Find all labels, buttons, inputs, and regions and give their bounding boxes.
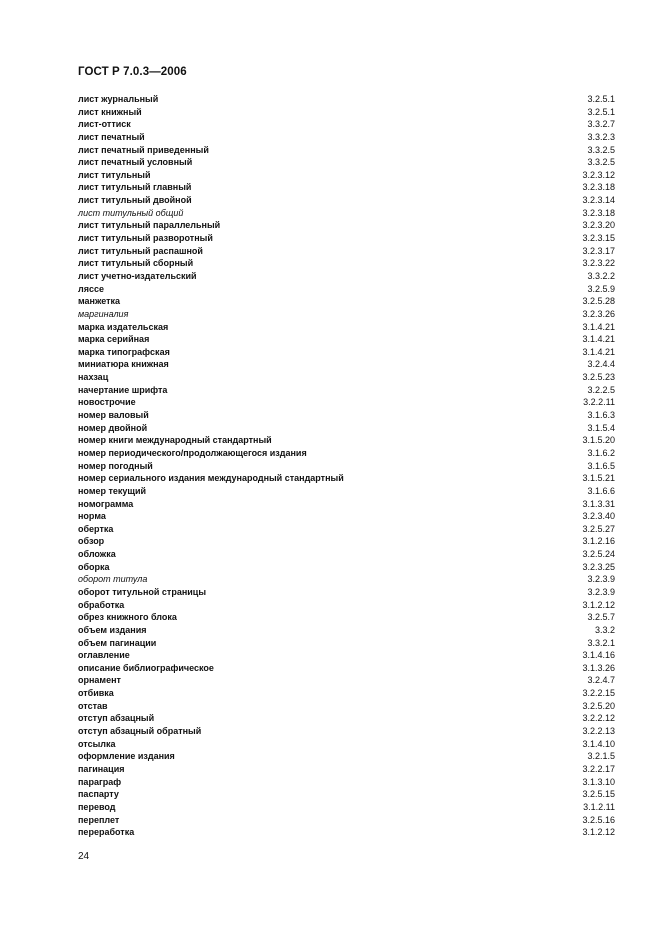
index-reference: 3.1.6.6 bbox=[587, 485, 615, 496]
index-entry bbox=[78, 649, 615, 662]
index-reference: 3.2.4.4 bbox=[587, 359, 615, 370]
index-entry bbox=[78, 434, 615, 447]
index-entry bbox=[78, 245, 615, 258]
index-reference: 3.1.5.21 bbox=[582, 473, 615, 484]
index-reference: 3.2.5.23 bbox=[582, 372, 615, 383]
index-entry bbox=[78, 662, 615, 675]
document-header: ГОСТ Р 7.0.3—2006 bbox=[78, 66, 187, 78]
page-number: 24 bbox=[78, 851, 90, 862]
index-entry bbox=[78, 131, 615, 144]
index-reference: 3.2.5.9 bbox=[587, 283, 615, 294]
index-entry bbox=[78, 611, 615, 624]
index-term: марка серийная bbox=[78, 334, 150, 345]
index-entry bbox=[78, 308, 615, 321]
index-term: начертание шрифта bbox=[78, 384, 168, 395]
index-term: номер погодный bbox=[78, 460, 153, 471]
index-entry bbox=[78, 548, 615, 561]
index-term: номер текущий bbox=[78, 485, 147, 496]
index-reference: 3.2.3.17 bbox=[582, 245, 615, 256]
index-term: номер сериального издания международный стандартный bbox=[78, 473, 344, 484]
index-reference: 3.2.5.27 bbox=[582, 523, 615, 534]
index-entry bbox=[78, 814, 615, 827]
index-reference: 3.2.3.40 bbox=[582, 511, 615, 522]
index-entry bbox=[78, 498, 615, 511]
index-entry bbox=[78, 106, 615, 119]
index-term: объем издания bbox=[78, 624, 147, 635]
index-entry bbox=[78, 788, 615, 801]
index-entry bbox=[78, 750, 615, 763]
index-term: лист титульный главный bbox=[78, 182, 192, 193]
index-term: паспарту bbox=[78, 789, 119, 800]
index-term: маргиналия bbox=[78, 308, 129, 319]
index-entry bbox=[78, 169, 615, 182]
index-entry bbox=[78, 118, 615, 131]
index-entry bbox=[78, 194, 615, 207]
index-term: лист печатный bbox=[78, 131, 145, 142]
index-term: манжетка bbox=[78, 296, 121, 307]
index-term: обрез книжного блока bbox=[78, 612, 177, 623]
index-reference: 3.1.3.31 bbox=[582, 498, 615, 509]
index-reference: 3.1.2.12 bbox=[582, 599, 615, 610]
index-term: объем пагинации bbox=[78, 637, 157, 648]
index-entry bbox=[78, 270, 615, 283]
index-reference: 3.3.2 bbox=[594, 624, 615, 635]
index-reference: 3.1.6.2 bbox=[587, 447, 615, 458]
index-term: переплет bbox=[78, 814, 120, 825]
index-reference: 3.1.5.20 bbox=[582, 435, 615, 446]
index-reference: 3.3.2.3 bbox=[587, 131, 615, 142]
index-term: норма bbox=[78, 511, 106, 522]
index-term: отсылка bbox=[78, 738, 116, 749]
index-term: орнамент bbox=[78, 675, 121, 686]
index-reference: 3.1.3.26 bbox=[582, 662, 615, 673]
index-term: лист титульный общий bbox=[78, 207, 184, 218]
index-entry bbox=[78, 826, 615, 839]
index-term: номер двойной bbox=[78, 422, 148, 433]
index-entry bbox=[78, 207, 615, 220]
index-reference: 3.3.2.1 bbox=[587, 637, 615, 648]
index-reference: 3.2.3.18 bbox=[582, 207, 615, 218]
index-term: лист титульный bbox=[78, 169, 151, 180]
index-reference: 3.2.5.20 bbox=[582, 700, 615, 711]
index-reference: 3.1.2.11 bbox=[583, 801, 615, 812]
index-reference: 3.2.3.9 bbox=[587, 586, 615, 597]
index-term: отбивка bbox=[78, 688, 114, 699]
index-entry bbox=[78, 586, 615, 599]
index-reference: 3.2.5.1 bbox=[587, 94, 615, 104]
index-entry bbox=[78, 447, 615, 460]
index-term: номер книги международный стандартный bbox=[78, 435, 272, 446]
term-index-list bbox=[78, 93, 615, 839]
index-reference: 3.3.2.5 bbox=[587, 144, 615, 155]
index-reference: 3.2.3.26 bbox=[582, 308, 615, 319]
index-entry bbox=[78, 371, 615, 384]
index-reference: 3.2.2.12 bbox=[582, 713, 615, 724]
index-reference: 3.2.2.15 bbox=[582, 688, 615, 699]
index-term: оборка bbox=[78, 561, 110, 572]
index-reference: 3.1.4.10 bbox=[582, 738, 615, 749]
index-reference: 3.2.4.7 bbox=[587, 675, 615, 686]
index-entry bbox=[78, 763, 615, 776]
index-entry bbox=[78, 472, 615, 485]
index-entry bbox=[78, 358, 615, 371]
index-term: перевод bbox=[78, 801, 116, 812]
index-term: новострочие bbox=[78, 397, 136, 408]
index-entry bbox=[78, 144, 615, 157]
index-entry bbox=[78, 346, 615, 359]
index-term: лист книжный bbox=[78, 106, 142, 117]
index-reference: 3.2.5.24 bbox=[582, 549, 615, 560]
index-entry bbox=[78, 535, 615, 548]
index-entry bbox=[78, 712, 615, 725]
index-entry bbox=[78, 485, 615, 498]
index-term: отступ абзацный bbox=[78, 713, 155, 724]
index-term: лист титульный распашной bbox=[78, 245, 203, 256]
index-term: номограмма bbox=[78, 498, 134, 509]
index-reference: 3.1.4.21 bbox=[582, 346, 615, 357]
index-term: обзор bbox=[78, 536, 105, 547]
index-entry bbox=[78, 738, 615, 751]
index-term: нахзац bbox=[78, 372, 109, 383]
index-term: параграф bbox=[78, 776, 122, 787]
index-term: переработка bbox=[78, 827, 135, 838]
index-reference: 3.1.5.4 bbox=[587, 422, 615, 433]
index-term: марка типографская bbox=[78, 346, 170, 357]
index-entry bbox=[78, 257, 615, 270]
index-term: марка издательская bbox=[78, 321, 169, 332]
index-term: лист журнальный bbox=[78, 94, 159, 104]
index-term: лист титульный разворотный bbox=[78, 233, 213, 244]
index-entry bbox=[78, 687, 615, 700]
index-reference: 3.2.3.20 bbox=[582, 220, 615, 231]
index-reference: 3.1.4.21 bbox=[582, 334, 615, 345]
index-term: обложка bbox=[78, 549, 116, 560]
index-entry bbox=[78, 674, 615, 687]
index-term: отступ абзацный обратный bbox=[78, 726, 202, 737]
index-entry bbox=[78, 637, 615, 650]
index-term: оборот титульной страницы bbox=[78, 586, 207, 597]
index-entry bbox=[78, 561, 615, 574]
index-term: лист печатный условный bbox=[78, 157, 193, 168]
index-reference: 3.2.5.15 bbox=[582, 789, 615, 800]
index-entry bbox=[78, 422, 615, 435]
index-entry bbox=[78, 232, 615, 245]
index-term: лист титульный двойной bbox=[78, 195, 192, 206]
index-reference: 3.2.3.14 bbox=[582, 195, 615, 206]
index-term: пагинация bbox=[78, 763, 125, 774]
index-reference: 3.1.6.3 bbox=[587, 410, 615, 421]
index-reference: 3.2.2.5 bbox=[587, 384, 615, 395]
index-reference: 3.2.2.17 bbox=[582, 763, 615, 774]
index-term: лист титульный сборный bbox=[78, 258, 194, 269]
index-entry bbox=[78, 181, 615, 194]
index-reference: 3.2.5.7 bbox=[587, 612, 615, 623]
index-reference: 3.2.3.12 bbox=[582, 169, 615, 180]
index-entry bbox=[78, 93, 615, 106]
index-entry bbox=[78, 219, 615, 232]
index-term: лист-оттиск bbox=[78, 119, 131, 130]
index-reference: 3.2.3.18 bbox=[582, 182, 615, 193]
index-term: лист учетно-издательский bbox=[78, 270, 197, 281]
index-entry bbox=[78, 776, 615, 789]
index-entry bbox=[78, 599, 615, 612]
index-term: оборот титула bbox=[78, 574, 148, 585]
index-entry bbox=[78, 801, 615, 814]
index-reference: 3.2.1.5 bbox=[587, 751, 615, 762]
index-entry bbox=[78, 725, 615, 738]
index-reference: 3.3.2.2 bbox=[587, 270, 615, 281]
index-entry bbox=[78, 624, 615, 637]
index-entry bbox=[78, 321, 615, 334]
index-entry bbox=[78, 396, 615, 409]
index-term: миниатюра книжная bbox=[78, 359, 169, 370]
index-term: оглавление bbox=[78, 650, 130, 661]
index-term: описание библиографическое bbox=[78, 662, 214, 673]
index-reference: 3.1.4.16 bbox=[582, 650, 615, 661]
index-entry bbox=[78, 700, 615, 713]
index-reference: 3.2.5.28 bbox=[582, 296, 615, 307]
index-term: обработка bbox=[78, 599, 125, 610]
index-reference: 3.2.3.25 bbox=[582, 561, 615, 572]
index-reference: 3.1.2.16 bbox=[582, 536, 615, 547]
index-term: оформление издания bbox=[78, 751, 175, 762]
index-reference: 3.1.2.12 bbox=[582, 827, 615, 838]
index-entry bbox=[78, 295, 615, 308]
index-reference: 3.1.3.10 bbox=[582, 776, 615, 787]
index-term: номер валовый bbox=[78, 410, 149, 421]
index-reference: 3.2.2.11 bbox=[583, 397, 615, 408]
index-entry bbox=[78, 384, 615, 397]
index-entry bbox=[78, 510, 615, 523]
index-entry bbox=[78, 409, 615, 422]
index-reference: 3.2.2.13 bbox=[582, 726, 615, 737]
index-reference: 3.2.3.9 bbox=[587, 574, 615, 585]
index-reference: 3.1.6.5 bbox=[587, 460, 615, 471]
index-entry bbox=[78, 156, 615, 169]
index-reference: 3.2.5.16 bbox=[582, 814, 615, 825]
index-entry bbox=[78, 283, 615, 296]
index-entry bbox=[78, 460, 615, 473]
index-entry bbox=[78, 573, 615, 586]
index-term: обертка bbox=[78, 523, 114, 534]
index-term: отстав bbox=[78, 700, 108, 711]
index-reference: 3.3.2.7 bbox=[587, 119, 615, 130]
index-entry bbox=[78, 333, 615, 346]
index-term: ляссе bbox=[78, 283, 104, 294]
index-entry bbox=[78, 523, 615, 536]
index-term: лист титульный параллельный bbox=[78, 220, 221, 231]
index-reference: 3.1.4.21 bbox=[582, 321, 615, 332]
index-term: лист печатный приведенный bbox=[78, 144, 209, 155]
index-term: номер периодического/продолжающегося издания bbox=[78, 447, 307, 458]
index-reference: 3.2.3.15 bbox=[582, 233, 615, 244]
index-reference: 3.3.2.5 bbox=[587, 157, 615, 168]
index-reference: 3.2.5.1 bbox=[587, 106, 615, 117]
index-reference: 3.2.3.22 bbox=[582, 258, 615, 269]
